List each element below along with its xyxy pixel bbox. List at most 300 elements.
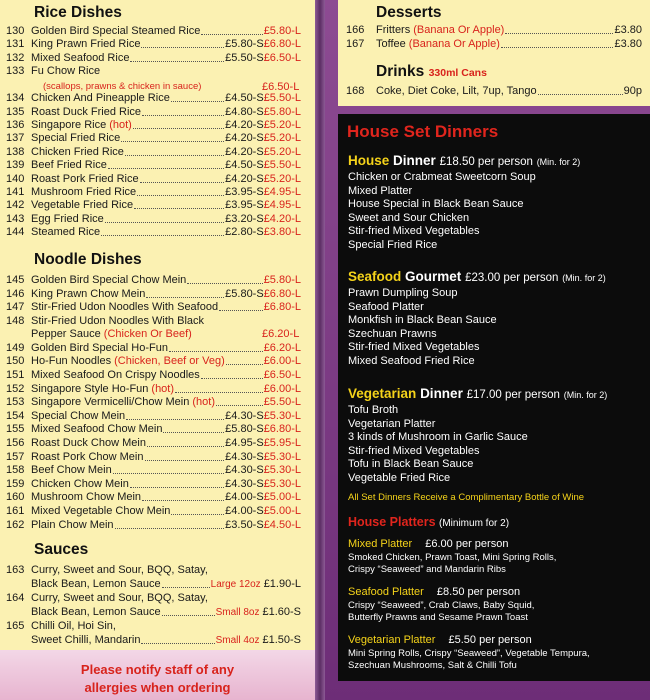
set-menu-heading <box>348 386 607 401</box>
item-number: 163 <box>6 564 25 576</box>
price-large: £6.50-L <box>263 51 301 64</box>
set-menu-price: £17.00 per person <box>466 389 560 401</box>
leader-dots <box>130 478 224 488</box>
dessert-row <box>346 38 642 51</box>
item-name: Coke, Diet Coke, Lilt, 7up, Tango <box>376 85 537 97</box>
item-price <box>225 38 301 51</box>
leader-dots <box>162 606 215 616</box>
price-small: £4.20-S <box>225 132 264 145</box>
set-menu-item: Stir-fried Mixed Vegetables <box>348 341 480 354</box>
allergy-notice-line1: Please notify staff of any <box>80 662 235 677</box>
item-number: 152 <box>6 382 25 395</box>
dessert-row <box>346 24 642 37</box>
menu-item-row <box>6 173 301 186</box>
price-small: £4.80-S <box>225 105 264 118</box>
item-name: Fritters <box>376 24 411 36</box>
set-menu-item: Sweet and Sour Chicken <box>348 211 470 224</box>
item-number: 135 <box>6 105 25 118</box>
item-name: Stir-Fried Udon Noodles With Seafood <box>31 301 219 314</box>
leader-dots <box>505 24 613 34</box>
leader-dots <box>147 437 224 447</box>
set-menu-item: 3 kinds of Mushroom in Garlic Sauce <box>348 431 528 444</box>
item-note: (Banana Or Apple) <box>408 38 500 50</box>
item-name: Special Chow Mein <box>31 409 126 422</box>
rice-dishes-heading: Rice Dishes <box>34 4 122 21</box>
leader-dots <box>130 52 224 62</box>
black-pepper-continuation <box>31 328 192 341</box>
set-menu-item: Tofu in Black Bean Sauce <box>348 458 474 471</box>
price-small: £4.20-S <box>225 119 264 131</box>
price-large: £5.00-L <box>263 505 301 517</box>
item-note: (hot) <box>109 119 132 131</box>
leader-dots <box>219 301 263 311</box>
leader-dots <box>169 342 263 352</box>
price-small: £4.30-S <box>225 464 264 477</box>
price-small: £3.95-S <box>225 199 264 212</box>
menu-item-row <box>6 505 301 518</box>
item-number: 146 <box>6 287 25 300</box>
item-price <box>264 396 301 409</box>
item-number: 142 <box>6 199 25 212</box>
platter-title: Vegetarian Platter <box>348 634 436 646</box>
price-large: £6.00-L <box>263 382 301 395</box>
set-menu-item: Vegetable Fried Rice <box>348 472 451 484</box>
item-price <box>225 213 301 226</box>
leader-dots <box>187 274 262 284</box>
item-price <box>264 383 301 396</box>
leader-dots <box>141 634 214 644</box>
platter-description: Butterfly Prawns and Sesame Prawn Toast <box>348 611 528 623</box>
platter-name <box>348 634 532 646</box>
platters-minimum: (Minimum for 2) <box>439 518 510 529</box>
menu-item-row <box>6 132 301 145</box>
leader-dots <box>121 132 224 142</box>
item-name: Ho-Fun Noodles <box>31 355 112 368</box>
platter-description: Szechuan Mushrooms, Salt & Chilli Tofu <box>348 659 517 671</box>
price-large: £5.80-L <box>263 25 301 37</box>
item-number: 144 <box>6 226 25 239</box>
price-large: £5.20-L <box>263 119 301 131</box>
item-number: 165 <box>6 620 25 632</box>
item-number: 159 <box>6 477 25 490</box>
platter-description: Crispy “Seaweed”, Crab Claws, Baby Squid, <box>348 600 535 611</box>
leader-dots <box>101 226 224 236</box>
platters-title: House Platters <box>348 515 436 529</box>
item-number: 134 <box>6 92 25 105</box>
item-number: 157 <box>6 450 25 463</box>
price-large: £5.20-L <box>263 132 301 145</box>
sauce-size: Small 8oz <box>215 607 260 618</box>
leader-dots <box>126 410 224 420</box>
menu-item-row <box>6 274 301 287</box>
item-number: 148 <box>6 314 25 327</box>
set-menu-word2: Gourmet <box>405 269 462 284</box>
menu-item-row <box>6 119 301 132</box>
platter-name <box>348 586 520 598</box>
set-menu-word2: Dinner <box>420 386 463 401</box>
item-note: (Banana Or Apple) <box>413 24 505 36</box>
price-small: £4.50-S <box>225 159 264 172</box>
menu-item-row <box>6 92 301 105</box>
item-price <box>225 226 301 239</box>
price-large: £4.95-L <box>263 186 301 198</box>
item-number: 154 <box>6 409 25 422</box>
price-large: £5.30-L <box>263 450 301 463</box>
item-name: Mixed Vegetable Chow Mein <box>31 505 171 517</box>
item-number: 160 <box>6 491 25 504</box>
item-price <box>264 25 301 38</box>
sauce-line2: Sweet Chilli, Mandarin <box>31 634 141 646</box>
black-pepper-price: £6.20-L <box>262 328 300 340</box>
price-small: £4.20-S <box>225 172 264 185</box>
item-name: Beef Chow Mein <box>31 464 112 477</box>
item-name: Plain Chow Mein <box>31 518 114 531</box>
sauce-row-line2 <box>6 578 301 591</box>
set-menu-item: Mixed Platter <box>348 184 413 197</box>
drinks-title: Drinks <box>376 63 425 80</box>
menu-item-row <box>6 38 301 51</box>
leader-dots <box>501 38 614 48</box>
item-number: 132 <box>6 51 25 64</box>
price-small: £5.80-S <box>225 38 264 51</box>
item-number: 138 <box>6 145 25 158</box>
set-menu-minimum: (Min. for 2) <box>536 157 581 167</box>
item-number: 153 <box>6 396 25 409</box>
item-number: 136 <box>6 119 25 131</box>
item-price <box>264 342 301 355</box>
menu-item-row <box>6 315 301 328</box>
item-price <box>264 274 301 287</box>
item-price <box>264 369 301 382</box>
price-large: £4.50-L <box>263 518 301 531</box>
item-price: £3.80 <box>614 38 642 50</box>
leader-dots <box>115 519 225 529</box>
leader-dots <box>142 106 224 116</box>
item-price <box>225 478 301 491</box>
item-name: Golden Bird Special Ho-Fun <box>31 341 168 354</box>
item-name: Mixed Seafood Chow Mein <box>31 423 163 436</box>
sauce-size: Large 12oz <box>210 579 261 590</box>
leader-dots <box>538 85 623 95</box>
item-name: Mixed Seafood On Crispy Noodles <box>31 369 200 381</box>
price-small: £4.30-S <box>225 409 264 422</box>
price-large: £5.30-L <box>263 464 301 477</box>
price-large: £5.20-L <box>263 172 301 185</box>
item-name: Stir-Fried Udon Noodles With Black <box>31 314 205 327</box>
black-pepper-cont-text: Pepper Sauce <box>31 328 101 340</box>
item-name: Mushroom Fried Rice <box>31 186 137 198</box>
price-large: £5.20-L <box>263 145 301 158</box>
set-menu-item: Mixed Seafood Fried Rice <box>348 355 475 367</box>
menu-item-row <box>6 106 301 119</box>
leader-dots <box>142 491 224 501</box>
price-large: £5.50-L <box>263 396 301 409</box>
item-number: 131 <box>6 38 25 51</box>
set-menu-item: Seafood Platter <box>348 300 424 313</box>
leader-dots <box>163 423 224 433</box>
menu-item-row <box>6 52 301 65</box>
item-name: Vegetable Fried Rice <box>31 199 134 212</box>
item-number: 150 <box>6 355 25 368</box>
set-menu-minimum: (Min. for 2) <box>563 390 608 400</box>
price-large: £5.50-L <box>263 92 301 105</box>
menu-item-row <box>6 146 301 159</box>
leader-dots <box>141 38 224 48</box>
leader-dots <box>175 383 263 393</box>
menu-item-row <box>6 288 301 301</box>
leader-dots <box>105 213 224 223</box>
set-menu-item: Tofu Broth <box>348 404 399 416</box>
item-name: Chicken Chow Mein <box>31 477 129 490</box>
sauce-line1: Curry, Sweet and Sour, BQQ, Satay, <box>31 564 208 576</box>
menu-item-row <box>6 199 301 212</box>
fu-chow-price: £6.50-L <box>262 81 300 93</box>
item-name: Golden Bird Special Steamed Rice <box>31 25 201 37</box>
price-large: £5.80-L <box>263 274 301 286</box>
menu-item-row <box>6 159 301 172</box>
platter-price: £5.50 per person <box>448 634 532 646</box>
price-large: £6.80-L <box>263 287 301 300</box>
item-price <box>225 173 301 186</box>
menu-item-row <box>6 342 301 355</box>
sauce-row-line1 <box>6 592 301 605</box>
menu-item-row <box>6 383 301 396</box>
price-large: £5.30-L <box>263 477 301 490</box>
platter-title: Seafood Platter <box>348 586 424 598</box>
item-number: 167 <box>346 38 365 50</box>
leader-dots <box>125 146 224 156</box>
set-menu-item: Szechuan Prawns <box>348 327 437 340</box>
item-number: 140 <box>6 172 25 185</box>
item-price <box>225 186 301 199</box>
price-small: £2.80-S <box>225 226 264 239</box>
platter-description: Crispy “Seaweed” and Mandarin Ribs <box>348 563 506 575</box>
item-name: Special Fried Rice <box>31 132 121 145</box>
set-dinners-title: House Set Dinners <box>347 122 499 141</box>
price-large: £6.50-L <box>263 369 301 381</box>
item-name: Singapore Vermicelli/Chow Mein <box>31 396 190 409</box>
item-number: 137 <box>6 132 25 145</box>
set-menu-item: Stir-fried Mixed Vegetables <box>348 225 480 238</box>
item-number: 149 <box>6 341 25 354</box>
sauce-price: £1.50-S <box>262 634 301 646</box>
price-large: £5.30-L <box>263 409 301 422</box>
item-price: 90p <box>623 85 642 97</box>
set-menu-minimum: (Min. for 2) <box>562 273 606 283</box>
sauce-line1: Chilli Oil, Hoi Sin, <box>31 620 116 632</box>
item-number: 161 <box>6 505 25 517</box>
item-price <box>225 119 301 132</box>
set-menu-word1: House <box>348 153 390 168</box>
set-menu-item: Special Fried Rice <box>348 239 438 251</box>
sauce-line2: Black Bean, Lemon Sauce <box>31 578 161 590</box>
sauces-heading: Sauces <box>34 541 89 558</box>
leader-dots <box>137 186 224 196</box>
price-small: £4.00-S <box>225 491 264 504</box>
item-name: King Prawn Chow Mein <box>31 287 146 300</box>
leader-dots <box>201 369 263 379</box>
platter-price: £8.50 per person <box>436 586 521 598</box>
drinks-subtitle: 330ml Cans <box>428 67 487 79</box>
leader-dots <box>145 451 225 461</box>
menu-item-row <box>6 226 301 239</box>
item-price <box>225 519 301 532</box>
price-small: £4.20-S <box>225 145 264 158</box>
item-price <box>225 92 301 105</box>
sauce-line1: Curry, Sweet and Sour, BQQ, Satay, <box>31 592 208 604</box>
price-large: £6.80-L <box>263 423 301 436</box>
set-menu-heading <box>348 153 580 168</box>
item-number: 139 <box>6 159 25 172</box>
item-price <box>264 355 301 368</box>
item-price <box>225 199 301 212</box>
menu-item-row <box>6 213 301 226</box>
item-number: 133 <box>6 65 25 78</box>
leader-dots <box>216 396 263 406</box>
set-menu-price: £18.50 per person <box>439 156 533 168</box>
item-number: 141 <box>6 186 25 198</box>
menu-item-row <box>6 478 301 491</box>
item-name: Chicken Fried Rice <box>31 145 124 158</box>
price-large: £5.50-L <box>263 159 301 172</box>
allergy-notice-line2: allergies when ordering <box>84 680 231 695</box>
sauce-size: Small 4oz <box>215 635 260 646</box>
set-menu-item: Vegetarian Platter <box>348 417 436 430</box>
sauce-row-line2 <box>6 634 301 647</box>
item-price <box>225 288 301 301</box>
platters-heading <box>348 515 509 529</box>
leader-dots <box>201 25 262 35</box>
item-note: (hot) <box>151 382 175 395</box>
item-name: Toffee <box>376 38 406 50</box>
platter-description: Smoked Chicken, Prawn Toast, Mini Spring Rolls, <box>348 552 557 563</box>
leader-dots <box>134 199 224 209</box>
item-price <box>225 410 301 423</box>
item-price <box>225 423 301 436</box>
drinks-heading <box>376 63 487 81</box>
menu-item-row <box>6 369 301 382</box>
leader-dots <box>171 92 224 102</box>
item-number: 158 <box>6 464 25 477</box>
item-number: 156 <box>6 437 25 449</box>
item-name: Roast Duck Chow Mein <box>31 437 146 449</box>
item-number: 143 <box>6 212 25 225</box>
menu-item-row <box>6 451 301 464</box>
fu-chow-description: (scallops, prawns & chicken in sauce) <box>43 81 202 92</box>
item-name: Singapore Rice <box>31 119 107 131</box>
menu-item-row <box>6 464 301 477</box>
price-large: £6.80-L <box>263 38 301 51</box>
item-number: 166 <box>346 24 365 36</box>
menu-item-row <box>6 301 301 314</box>
price-small: £3.95-S <box>225 186 264 198</box>
price-large: £4.95-L <box>263 199 301 212</box>
set-menu-item: Stir-fried Mixed Vegetables <box>348 444 480 457</box>
price-small: £4.30-S <box>225 450 264 463</box>
menu-item-row <box>6 396 301 409</box>
menu-item-row <box>6 186 301 199</box>
sauce-row-line2 <box>6 606 301 619</box>
item-price <box>225 146 301 159</box>
price-large: £6.20-L <box>263 341 301 354</box>
item-number: 130 <box>6 25 25 37</box>
price-large: £3.80-L <box>263 226 301 239</box>
price-small: £4.00-S <box>225 505 264 517</box>
noodle-dishes-heading: Noodle Dishes <box>34 251 142 268</box>
item-name: Fu Chow Rice <box>31 65 101 78</box>
menu-item-row <box>6 423 301 436</box>
price-small: £3.20-S <box>225 212 264 225</box>
item-price <box>225 437 301 450</box>
item-name: Roast Duck Fried Rice <box>31 105 142 118</box>
leader-dots <box>146 288 224 298</box>
item-number: 164 <box>6 592 25 604</box>
set-menu-word2: Dinner <box>393 153 436 168</box>
item-price: £3.80 <box>614 24 642 36</box>
item-price <box>225 464 301 477</box>
price-large: £6.00-L <box>263 355 301 368</box>
item-number: 168 <box>346 85 365 97</box>
menu-item-row <box>6 519 301 532</box>
item-price <box>225 132 301 145</box>
item-number: 151 <box>6 369 25 381</box>
menu-item-row <box>6 65 301 78</box>
leader-dots <box>133 119 224 129</box>
menu-item-row <box>6 491 301 504</box>
item-name: King Prawn Fried Rice <box>31 38 141 51</box>
drinks-item <box>346 85 642 98</box>
sauce-row-line1 <box>6 620 301 633</box>
desserts-heading: Desserts <box>376 4 442 21</box>
item-price <box>225 451 301 464</box>
black-pepper-note: (Chicken Or Beef) <box>103 328 192 340</box>
price-small: £4.50-S <box>225 92 264 105</box>
menu-item-row <box>6 437 301 450</box>
price-small: £5.50-S <box>225 51 264 64</box>
price-large: £4.20-L <box>263 212 301 225</box>
leader-dots <box>226 355 263 365</box>
price-large: £5.00-L <box>263 491 301 504</box>
item-price <box>225 505 301 518</box>
item-price <box>225 52 301 65</box>
item-name: Mushroom Chow Mein <box>31 491 142 504</box>
set-menu-item: Monkfish in Black Bean Sauce <box>348 314 497 327</box>
item-price <box>225 159 301 172</box>
indent <box>6 578 31 591</box>
leader-dots <box>108 159 224 169</box>
price-large: £5.80-L <box>263 105 301 118</box>
item-name: Steamed Rice <box>31 226 101 239</box>
sauce-row-line1 <box>6 564 301 577</box>
set-menu-item: Chicken or Crabmeat Sweetcorn Soup <box>348 171 536 183</box>
set-menu-heading <box>348 269 606 284</box>
item-number: 155 <box>6 423 25 436</box>
item-note: (Chicken, Beef or Veg) <box>114 355 225 368</box>
item-note: (hot) <box>192 396 215 409</box>
indent <box>6 634 31 647</box>
leader-dots <box>171 505 224 515</box>
item-name: Roast Pork Chow Mein <box>31 450 144 463</box>
item-name: Roast Pork Fried Rice <box>31 172 139 185</box>
indent <box>6 606 31 619</box>
item-price <box>225 106 301 119</box>
price-small: £3.50-S <box>225 518 264 531</box>
platter-description: Mini Spring Rolls, Crispy “Seaweed”, Vegetable Tempura, <box>348 648 590 659</box>
item-name: Golden Bird Special Chow Mein <box>31 274 187 286</box>
set-menu-item: House Special in Black Bean Sauce <box>348 198 524 211</box>
leader-dots <box>113 464 224 474</box>
leader-dots <box>140 173 225 183</box>
